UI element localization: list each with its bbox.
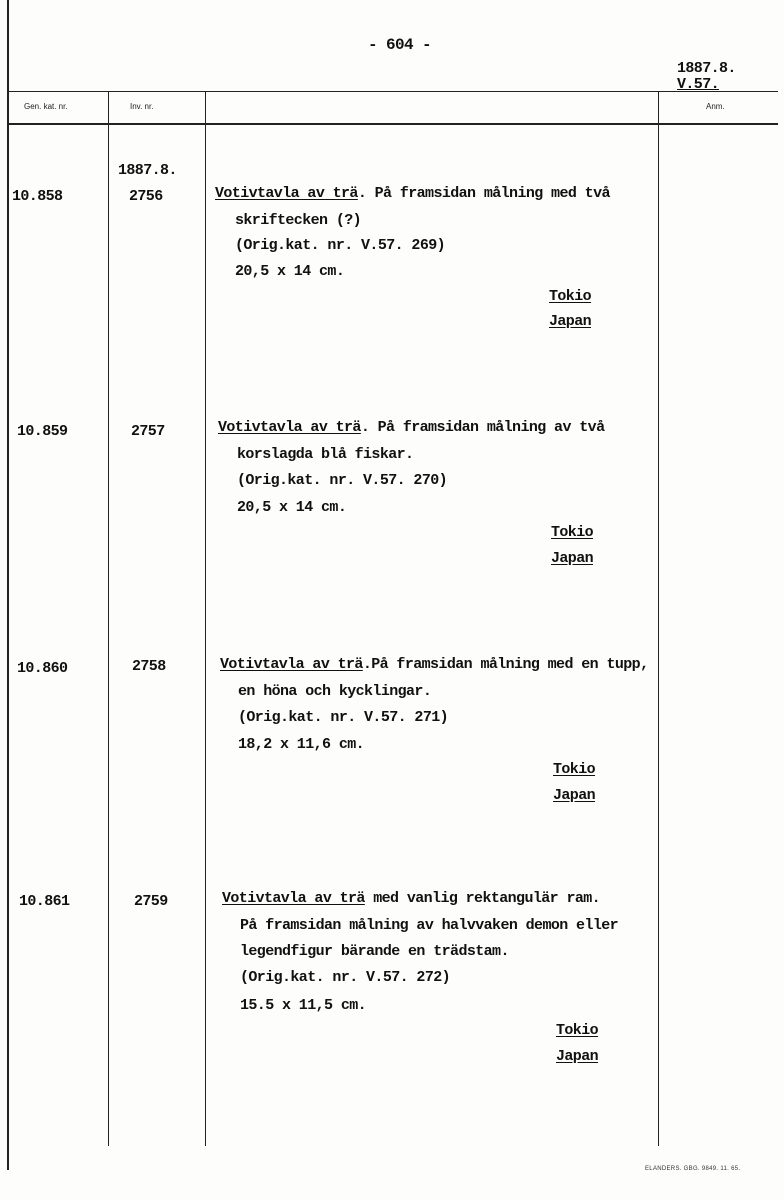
entry-description-first-line xyxy=(215,185,610,202)
inv-number: 2756 xyxy=(129,188,163,205)
inv-number: 2757 xyxy=(131,423,165,440)
column-rule-text-anm xyxy=(658,91,659,1146)
column-header-anm: Anm. xyxy=(706,102,725,111)
entry-line: 20,5 x 14 cm. xyxy=(237,499,347,516)
entry-text: .På framsidan målning med en tupp, xyxy=(362,656,649,673)
entry-title: Votivtavla av trä xyxy=(218,419,361,436)
entry-country: Japan xyxy=(553,787,596,804)
entry-line: (Orig.kat. nr. V.57. 270) xyxy=(237,472,448,489)
column-rule-inv-text xyxy=(205,91,206,1146)
entry-place: Tokio xyxy=(549,288,592,305)
gen-kat-number: 10.861 xyxy=(19,893,70,910)
printer-imprint: ELANDERS. GBG. 9849. 11. 65. xyxy=(645,1166,741,1172)
page-ref-series: V.57. xyxy=(677,76,720,93)
inv-number: 2759 xyxy=(134,893,168,910)
header-top-rule xyxy=(7,91,778,92)
entry-line: 15.5 x 11,5 cm. xyxy=(240,997,367,1014)
page-ref-year: 1887.8. xyxy=(677,60,736,77)
column-rule-gen-inv xyxy=(108,91,109,1146)
entry-country: Japan xyxy=(551,550,594,567)
entry-line: (Orig.kat. nr. V.57. 272) xyxy=(240,969,451,986)
gen-kat-number: 10.859 xyxy=(17,423,68,440)
inv-number: 2758 xyxy=(132,658,166,675)
entry-description-first-line xyxy=(220,656,648,673)
entry-title: Votivtavla av trä xyxy=(215,185,358,202)
header-bottom-rule xyxy=(7,123,778,125)
left-margin-rule xyxy=(7,0,9,1170)
entry-line: 18,2 x 11,6 cm. xyxy=(238,736,365,753)
entry-place: Tokio xyxy=(556,1022,599,1039)
entry-text: . På framsidan målning med två xyxy=(357,185,610,202)
entry-place: Tokio xyxy=(551,524,594,541)
page-number: - 604 - xyxy=(368,36,432,54)
entry-line: 20,5 x 14 cm. xyxy=(235,263,345,280)
entry-country: Japan xyxy=(556,1048,599,1065)
entry-line: korslagda blå fiskar. xyxy=(237,446,414,463)
gen-kat-number: 10.860 xyxy=(17,660,68,677)
entry-text: med vanlig rektangulär ram. xyxy=(364,890,601,907)
entry-line: (Orig.kat. nr. V.57. 269) xyxy=(235,237,446,254)
entry-line: På framsidan målning av halvvaken demon eller xyxy=(240,917,619,934)
entry-description-first-line xyxy=(222,890,600,907)
entry-line: (Orig.kat. nr. V.57. 271) xyxy=(238,709,449,726)
inv-year-note: 1887.8. xyxy=(118,162,177,179)
gen-kat-number: 10.858 xyxy=(12,188,63,205)
entry-title: Votivtavla av trä xyxy=(220,656,363,673)
entry-line: legendfigur bärande en trädstam. xyxy=(240,943,509,960)
entry-place: Tokio xyxy=(553,761,596,778)
entry-text: . På framsidan målning av två xyxy=(360,419,605,436)
column-header-gen-kat: Gen. kat. nr. xyxy=(24,102,68,111)
entry-description-first-line xyxy=(218,419,604,436)
entry-title: Votivtavla av trä xyxy=(222,890,365,907)
entry-country: Japan xyxy=(549,313,592,330)
column-header-inv: Inv. nr. xyxy=(130,102,154,111)
entry-line: skriftecken (?) xyxy=(235,212,362,229)
entry-line: en höna och kycklingar. xyxy=(238,683,432,700)
